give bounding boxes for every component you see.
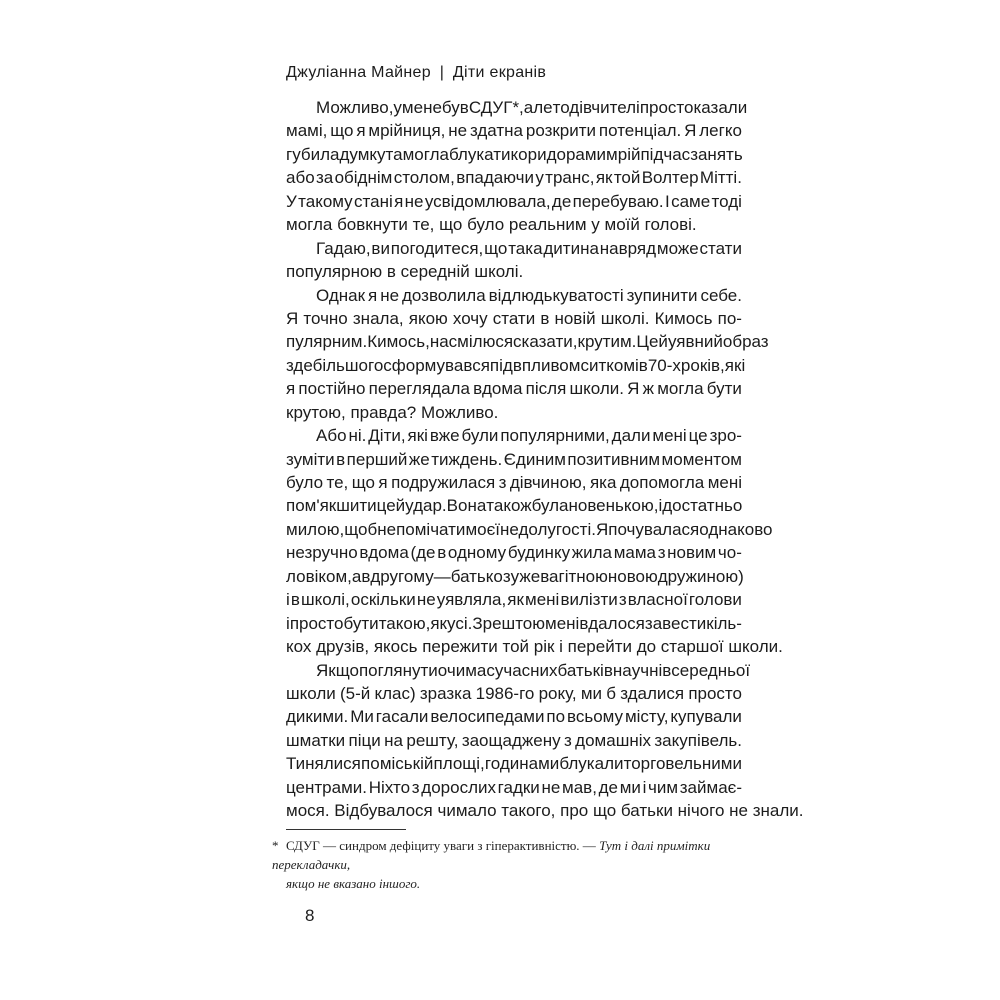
footnote <box>272 836 772 893</box>
paragraph <box>286 659 804 823</box>
text-line: милою, щоб не помічати моєї недолугості. Я почувалася однаково <box>286 519 773 539</box>
body-text <box>286 96 804 823</box>
paragraph <box>286 96 748 237</box>
footnote-rule <box>286 829 406 830</box>
text-line: або за обіднім столом, впадаючи у транс, як той Волтер Мітті. <box>286 168 742 188</box>
text-line: пом'якшити цей удар. Вона також була новенькою, і достатньо <box>286 496 743 516</box>
text-line: мося. Відбувалося чимало такого, про що батьки нічого не знали. <box>286 801 804 821</box>
footnote-line-1 <box>272 836 772 874</box>
text-line: Я точно знала, якою хочу стати в новій школі. Кимось по- <box>286 308 742 328</box>
paragraph <box>286 284 769 425</box>
paragraph <box>286 424 783 658</box>
text-line: крутою, правда? Можливо. <box>286 402 499 422</box>
text-line: Або ні. Діти, які вже були популярними, дали мені це зро- <box>316 426 742 446</box>
text-line: пулярним. Кимось, насмілюся сказати, крутим. Цей уявний образ <box>286 332 769 352</box>
text-line: губила думку та могла блукати коридорами мрій під час занять <box>286 144 743 164</box>
text-line: У такому стані я не усвідомлювала, де перебуваю. І саме тоді <box>286 191 742 211</box>
text-line: Однак я не дозволила відлюдькуватості зупинити себе. <box>316 285 742 305</box>
header-separator: | <box>439 64 445 81</box>
text-line: кох друзів, якось пережити той рік і перейти до старшої школи. <box>286 637 783 657</box>
text-line: мамі, що я мрійниця, не здатна розкрити потенціал. Я легко <box>286 121 742 141</box>
text-line: ловіком, а в другому — батько з уже вагітною новою дружиною) <box>286 566 744 586</box>
text-line: Якщо поглянути очима сучасних батьків на учнів середньої <box>316 660 751 680</box>
text-line: Тинялися по міській площі, годинами блукали торговельними <box>286 754 742 774</box>
footnote-italic-2: якщо не вказано іншого. <box>286 876 421 891</box>
text-line: шматки піци на решту, заощаджену з домашніх закупівель. <box>286 730 742 750</box>
text-line: дикими. Ми гасали велосипедами по всьому місту, купували <box>286 707 742 727</box>
text-line: незручно вдома (де в одному будинку жила мама з новим чо- <box>286 543 742 563</box>
footnote-text: СДУГ — синдром дефіциту уваги з гіперактивністю. — <box>286 838 600 853</box>
text-line: популярною в середній школі. <box>286 262 524 282</box>
text-line: було те, що я подружилася з дівчиною, яка допомогла мені <box>286 473 742 492</box>
text-line: і в школі, оскільки не уявляла, як мені вилізти з власної голови <box>286 590 742 610</box>
text-line: школи (5-й клас) зразка 1986-го року, ми б здалися просто <box>286 683 742 703</box>
paragraph <box>286 237 742 284</box>
text-line: я постійно переглядала вдома після школи. Я ж могла бути <box>286 379 742 399</box>
text-line: здебільшого сформувався під впливом ситкомів 70-х років, які <box>286 355 746 375</box>
page-number: 8 <box>305 906 315 925</box>
footnote-italic-1: Тут і далі примітки перекладачки, <box>272 838 711 872</box>
header-author: Джуліанна Майнер <box>286 64 431 81</box>
footnote-line-2 <box>272 874 772 893</box>
footnote-mark: * <box>272 838 279 853</box>
text-line: зуміти в перший же тиждень. Єдиним позитивним моментом <box>286 449 742 469</box>
text-line: центрами. Ніхто з дорослих гадки не мав, де ми і чим займає- <box>286 777 742 797</box>
header-book-title: Діти екранів <box>452 64 547 81</box>
text-line: Гадаю, ви погодитеся, що така дитина навряд може стати <box>316 238 742 258</box>
running-header <box>286 64 546 82</box>
text-line: могла бовкнути те, що було реальним у моїй голові. <box>286 215 697 235</box>
text-line: і просто бути такою, як усі. Зрештою мені вдалося завести кіль- <box>286 613 742 633</box>
text-line: Можливо, у мене був СДУГ*, але тоді вчителі просто казали <box>316 98 748 117</box>
